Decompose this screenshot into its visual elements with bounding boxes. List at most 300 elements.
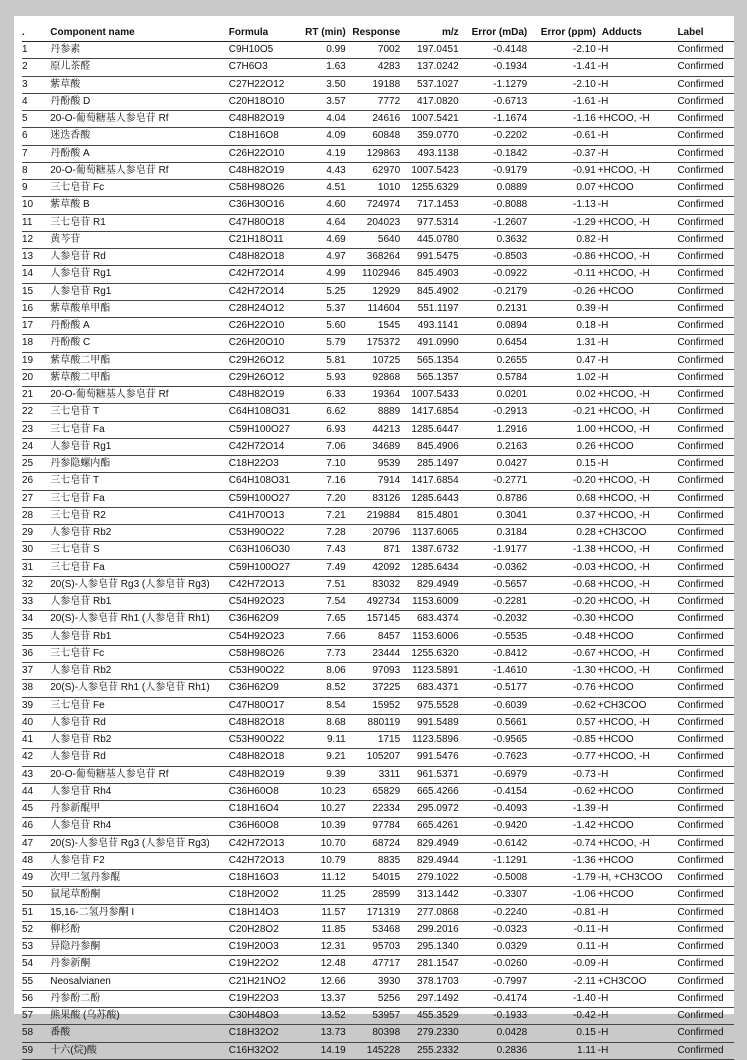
cell-label: Confirmed bbox=[677, 182, 724, 194]
cell-rt: 12.48 bbox=[320, 958, 346, 970]
cell-label: Confirmed bbox=[677, 734, 724, 746]
cell-response: 871 bbox=[383, 544, 401, 556]
cell-rt: 9.21 bbox=[326, 751, 346, 763]
cell-rt: 7.10 bbox=[326, 458, 346, 470]
cell-error-ppm: -0.73 bbox=[572, 768, 596, 780]
cell-mz: 295.0972 bbox=[416, 803, 459, 815]
table-row bbox=[22, 369, 734, 386]
cell-label: Confirmed bbox=[677, 837, 724, 849]
cell-rt: 8.52 bbox=[326, 682, 346, 694]
cell-mz: 295.1340 bbox=[416, 941, 459, 953]
cell-index: 59 bbox=[22, 1044, 34, 1056]
cell-adducts: +HCOO, -H bbox=[597, 596, 650, 608]
cell-label: Confirmed bbox=[677, 716, 724, 728]
cell-label: Confirmed bbox=[677, 1010, 724, 1022]
cell-rt: 7.65 bbox=[326, 613, 346, 625]
cell-error-ppm: -1.30 bbox=[572, 665, 596, 677]
cell-response: 83032 bbox=[372, 578, 401, 590]
cell-error-ppm: 0.07 bbox=[576, 182, 596, 194]
cell-adducts: -H bbox=[597, 941, 609, 953]
cell-rt: 10.39 bbox=[320, 820, 346, 832]
cell-name: 人参皂苷 Rh4 bbox=[50, 785, 112, 797]
cell-mz: 551.1197 bbox=[417, 302, 459, 314]
cell-error-mda: -1.1291 bbox=[493, 854, 528, 866]
cell-response: 8889 bbox=[377, 406, 401, 418]
cell-adducts: -H bbox=[597, 78, 609, 90]
cell-response: 44213 bbox=[372, 423, 401, 435]
cell-label: Confirmed bbox=[677, 113, 724, 125]
cell-adducts: -H bbox=[597, 302, 609, 314]
cell-error-mda: 0.2163 bbox=[496, 440, 528, 452]
table-row bbox=[22, 404, 734, 421]
cell-formula: C48H82O18 bbox=[228, 251, 285, 263]
cell-response: 19188 bbox=[372, 78, 401, 90]
cell-rt: 9.11 bbox=[326, 734, 346, 746]
cell-label: Confirmed bbox=[677, 440, 724, 452]
cell-index: 23 bbox=[22, 423, 34, 435]
cell-error-mda: 0.3041 bbox=[496, 509, 528, 521]
cell-label: Confirmed bbox=[677, 527, 724, 539]
cell-mz: 991.5476 bbox=[416, 751, 459, 763]
cell-error-mda: -0.4174 bbox=[493, 992, 528, 1004]
cell-response: 1715 bbox=[377, 734, 401, 746]
cell-index: 34 bbox=[22, 613, 34, 625]
cell-formula: C18H32O2 bbox=[228, 1027, 279, 1039]
cell-index: 4 bbox=[22, 95, 28, 107]
cell-error-ppm: -0.20 bbox=[572, 596, 596, 608]
cell-adducts: +HCOO, -H bbox=[597, 561, 650, 573]
cell-name: 紫草酸 bbox=[50, 78, 81, 90]
cell-error-ppm: -0.20 bbox=[572, 475, 596, 487]
cell-response: 53957 bbox=[372, 1010, 401, 1022]
col-header-rt: RT (min) bbox=[297, 23, 347, 42]
cell-response: 8457 bbox=[377, 630, 401, 642]
cell-formula: C21H18O11 bbox=[228, 233, 284, 245]
cell-response: 62970 bbox=[372, 164, 401, 176]
cell-adducts: +CH3COO bbox=[597, 527, 647, 539]
cell-error-mda: 0.3184 bbox=[496, 527, 528, 539]
cell-error-mda: -0.1933 bbox=[493, 1010, 528, 1022]
cell-response: 7002 bbox=[377, 44, 401, 56]
table-row bbox=[22, 525, 734, 542]
cell-label: Confirmed bbox=[677, 285, 724, 297]
table-row bbox=[22, 473, 734, 490]
cell-response: 37225 bbox=[372, 682, 401, 694]
cell-formula: C42H72O13 bbox=[228, 854, 285, 866]
cell-name: 20(S)-人参皂苷 Rh1 (人参皂苷 Rh1) bbox=[50, 613, 210, 625]
cell-error-mda: -0.8412 bbox=[493, 647, 528, 659]
cell-mz: 137.0242 bbox=[416, 61, 459, 73]
cell-formula: C29H26O12 bbox=[228, 354, 285, 366]
table-row bbox=[22, 456, 734, 473]
cell-mz: 197.0451 bbox=[416, 44, 459, 56]
table-row bbox=[22, 663, 734, 680]
cell-adducts: -H bbox=[597, 458, 609, 470]
table-row bbox=[22, 93, 734, 110]
cell-adducts: +HCOO bbox=[597, 613, 634, 625]
cell-label: Confirmed bbox=[677, 509, 724, 521]
cell-error-ppm: -0.91 bbox=[572, 164, 596, 176]
cell-label: Confirmed bbox=[677, 1027, 724, 1039]
cell-error-ppm: -1.29 bbox=[572, 216, 596, 228]
cell-error-ppm: -0.11 bbox=[573, 268, 596, 280]
cell-label: Confirmed bbox=[677, 665, 724, 677]
cell-name: 丹参新醌甲 bbox=[50, 803, 101, 815]
cell-rt: 14.19 bbox=[320, 1044, 346, 1056]
cell-adducts: -H bbox=[597, 130, 609, 142]
cell-formula: C29H26O12 bbox=[228, 371, 285, 383]
cell-adducts: +HCOO, -H bbox=[597, 406, 650, 418]
cell-error-mda: -0.2179 bbox=[493, 285, 528, 297]
cell-error-mda: -0.4093 bbox=[493, 803, 528, 815]
cell-name: 紫草酸单甲酯 bbox=[50, 302, 111, 314]
cell-name: 番酸 bbox=[50, 1027, 71, 1039]
cell-rt: 5.37 bbox=[326, 302, 346, 314]
cell-response: 880119 bbox=[367, 716, 401, 728]
cell-index: 27 bbox=[22, 492, 34, 504]
cell-name: 次甲二氢丹参醌 bbox=[50, 872, 121, 884]
cell-response: 54015 bbox=[372, 872, 401, 884]
col-header-error-mda: Error (mDa) bbox=[461, 23, 530, 42]
cell-error-ppm: 1.31 bbox=[576, 337, 596, 349]
cell-response: 3930 bbox=[377, 975, 401, 987]
cell-error-mda: 0.2131 bbox=[496, 302, 528, 314]
cell-name: 20-O-葡萄糖基人参皂苷 Rf bbox=[50, 389, 169, 401]
cell-response: 492734 bbox=[366, 596, 401, 608]
cell-adducts: -H bbox=[597, 371, 609, 383]
cell-label: Confirmed bbox=[677, 61, 724, 73]
cell-index: 43 bbox=[22, 768, 34, 780]
cell-index: 19 bbox=[22, 354, 34, 366]
cell-adducts: -H bbox=[597, 199, 609, 211]
table-row bbox=[22, 818, 734, 835]
cell-formula: C21H21NO2 bbox=[228, 975, 286, 987]
cell-label: Confirmed bbox=[677, 785, 724, 797]
cell-index: 53 bbox=[22, 941, 34, 953]
cell-mz: 961.5371 bbox=[416, 768, 459, 780]
cell-name: 熊果酸 (乌苏酸) bbox=[50, 1010, 120, 1022]
table-row bbox=[22, 266, 734, 283]
cell-error-mda: 0.3632 bbox=[496, 233, 528, 245]
cell-rt: 7.73 bbox=[326, 647, 346, 659]
cell-error-mda: 0.0201 bbox=[496, 389, 528, 401]
cell-name: 20-O-葡萄糖基人参皂苷 Rf bbox=[50, 164, 169, 176]
cell-response: 92868 bbox=[372, 371, 401, 383]
cell-error-mda: 0.0428 bbox=[496, 1027, 528, 1039]
cell-name: 丹参素 bbox=[50, 44, 81, 56]
cell-response: 23444 bbox=[372, 647, 401, 659]
cell-label: Confirmed bbox=[677, 647, 724, 659]
cell-rt: 7.49 bbox=[326, 561, 346, 573]
cell-rt: 7.54 bbox=[326, 596, 346, 608]
cell-error-mda: -0.2032 bbox=[493, 613, 528, 625]
cell-label: Confirmed bbox=[677, 1044, 724, 1056]
cell-mz: 717.1453 bbox=[416, 199, 459, 211]
cell-error-ppm: -0.37 bbox=[572, 147, 596, 159]
cell-index: 8 bbox=[22, 164, 28, 176]
cell-formula: C18H22O3 bbox=[228, 458, 279, 470]
cell-name: 三七皂苷 Fe bbox=[50, 699, 105, 711]
cell-formula: C9H10O5 bbox=[228, 44, 274, 56]
cell-adducts: -H bbox=[597, 768, 609, 780]
cell-rt: 4.69 bbox=[326, 233, 346, 245]
cell-label: Confirmed bbox=[677, 820, 724, 832]
cell-formula: C36H62O9 bbox=[228, 682, 279, 694]
cell-error-ppm: 0.28 bbox=[576, 527, 596, 539]
table-row bbox=[22, 749, 734, 766]
cell-error-mda: -0.4148 bbox=[493, 44, 528, 56]
cell-formula: C19H22O3 bbox=[228, 992, 279, 1004]
cell-adducts: +HCOO, -H bbox=[597, 544, 650, 556]
cell-index: 42 bbox=[22, 751, 34, 763]
cell-formula: C53H90O22 bbox=[228, 527, 285, 539]
table-row bbox=[22, 852, 734, 869]
cell-name: 人参皂苷 F2 bbox=[50, 854, 105, 866]
cell-index: 30 bbox=[22, 544, 34, 556]
cell-mz: 1417.6854 bbox=[411, 406, 459, 418]
cell-mz: 1255.6320 bbox=[411, 647, 459, 659]
cell-rt: 7.16 bbox=[326, 475, 346, 487]
cell-index: 28 bbox=[22, 509, 34, 521]
cell-rt: 0.99 bbox=[326, 44, 346, 56]
cell-adducts: +HCOO, -H bbox=[597, 751, 650, 763]
cell-error-ppm: -1.41 bbox=[572, 61, 596, 73]
cell-rt: 7.66 bbox=[326, 630, 346, 642]
cell-error-mda: 0.2655 bbox=[496, 354, 528, 366]
cell-index: 3 bbox=[22, 78, 28, 90]
cell-error-mda: -0.5535 bbox=[493, 630, 528, 642]
cell-error-mda: -0.0323 bbox=[493, 923, 528, 935]
cell-adducts: -H bbox=[597, 923, 609, 935]
cell-error-mda: -1.9177 bbox=[493, 544, 528, 556]
cell-formula: C42H72O14 bbox=[228, 440, 285, 452]
table-row bbox=[22, 835, 734, 852]
cell-response: 65829 bbox=[372, 785, 401, 797]
cell-name: 三七皂苷 Fc bbox=[50, 647, 105, 659]
cell-index: 1 bbox=[22, 44, 28, 56]
cell-name: 三七皂苷 Fa bbox=[50, 492, 105, 504]
cell-error-mda: -0.1934 bbox=[493, 61, 528, 73]
cell-rt: 4.51 bbox=[326, 182, 346, 194]
cell-label: Confirmed bbox=[677, 164, 724, 176]
cell-name: 丹参隐螺内酯 bbox=[50, 458, 111, 470]
cell-label: Confirmed bbox=[677, 578, 724, 590]
cell-error-ppm: 1.00 bbox=[576, 423, 596, 435]
cell-formula: C42H72O14 bbox=[228, 268, 285, 280]
cell-name: 三七皂苷 R1 bbox=[50, 216, 106, 228]
cell-index: 25 bbox=[22, 458, 34, 470]
cell-formula: C58H98O26 bbox=[228, 647, 285, 659]
cell-rt: 6.33 bbox=[326, 389, 346, 401]
cell-error-mda: -0.0362 bbox=[493, 561, 528, 573]
cell-error-ppm: -0.67 bbox=[572, 647, 596, 659]
cell-adducts: -H bbox=[597, 61, 609, 73]
cell-name: 20(S)-人参皂苷 Rh1 (人参皂苷 Rh1) bbox=[50, 682, 210, 694]
cell-mz: 845.4902 bbox=[416, 285, 459, 297]
cell-name: 紫草酸二甲酯 bbox=[50, 354, 111, 366]
cell-response: 19364 bbox=[372, 389, 401, 401]
cell-error-mda: -0.2202 bbox=[493, 130, 528, 142]
cell-rt: 11.12 bbox=[321, 872, 346, 884]
cell-error-mda: -0.6039 bbox=[493, 699, 528, 711]
cell-mz: 491.0990 bbox=[416, 337, 459, 349]
table-row bbox=[22, 145, 734, 162]
cell-response: 8835 bbox=[377, 854, 401, 866]
cell-error-mda: 0.5661 bbox=[496, 716, 528, 728]
cell-mz: 991.5475 bbox=[416, 251, 459, 263]
cell-formula: C54H92O23 bbox=[228, 596, 285, 608]
cell-index: 10 bbox=[22, 199, 34, 211]
cell-index: 44 bbox=[22, 785, 34, 797]
cell-rt: 11.57 bbox=[321, 906, 346, 918]
cell-name: 人参皂苷 Rg1 bbox=[50, 285, 112, 297]
cell-error-mda: -0.6713 bbox=[493, 95, 528, 107]
cell-mz: 279.1022 bbox=[416, 872, 459, 884]
cell-formula: C48H82O19 bbox=[228, 768, 285, 780]
cell-error-ppm: 1.02 bbox=[576, 371, 596, 383]
cell-label: Confirmed bbox=[677, 389, 724, 401]
cell-formula: C58H98O26 bbox=[228, 182, 285, 194]
cell-index: 41 bbox=[22, 734, 34, 746]
cell-mz: 1007.5423 bbox=[411, 164, 459, 176]
cell-mz: 1153.6009 bbox=[412, 596, 459, 608]
cell-error-ppm: -1.40 bbox=[572, 992, 596, 1004]
cell-name: 人参皂苷 Rh4 bbox=[50, 820, 112, 832]
cell-index: 48 bbox=[22, 854, 34, 866]
table-row bbox=[22, 939, 734, 956]
cell-name: 十六(烷)酸 bbox=[50, 1044, 97, 1056]
cell-formula: C26H20O10 bbox=[228, 337, 285, 349]
cell-rt: 4.97 bbox=[326, 251, 346, 263]
cell-formula: C59H100O27 bbox=[228, 423, 290, 435]
cell-error-mda: -0.9565 bbox=[493, 734, 528, 746]
cell-response: 12929 bbox=[372, 285, 401, 297]
cell-label: Confirmed bbox=[677, 992, 724, 1004]
cell-mz: 493.1141 bbox=[417, 320, 459, 332]
cell-formula: C64H108O31 bbox=[228, 406, 290, 418]
cell-label: Confirmed bbox=[677, 941, 724, 953]
cell-mz: 1285.6447 bbox=[411, 423, 459, 435]
table-row bbox=[22, 42, 734, 59]
cell-formula: C42H72O13 bbox=[228, 578, 285, 590]
cell-name: 人参皂苷 Rb2 bbox=[50, 734, 112, 746]
col-header-mz: m/z bbox=[402, 23, 460, 42]
table-row bbox=[22, 76, 734, 93]
cell-error-mda: -0.2771 bbox=[493, 475, 528, 487]
cell-label: Confirmed bbox=[677, 147, 724, 159]
cell-mz: 977.5314 bbox=[416, 216, 459, 228]
cell-index: 16 bbox=[22, 302, 34, 314]
cell-rt: 3.57 bbox=[326, 95, 346, 107]
table-row bbox=[22, 542, 734, 559]
cell-rt: 7.20 bbox=[326, 492, 346, 504]
cell-formula: C42H72O13 bbox=[228, 837, 285, 849]
cell-response: 5640 bbox=[377, 233, 401, 245]
cell-label: Confirmed bbox=[677, 889, 724, 901]
cell-response: 368264 bbox=[366, 251, 401, 263]
cell-error-ppm: -0.09 bbox=[572, 958, 596, 970]
cell-index: 12 bbox=[22, 233, 34, 245]
cell-rt: 5.81 bbox=[326, 354, 346, 366]
cell-response: 34689 bbox=[372, 440, 401, 452]
cell-error-ppm: 0.02 bbox=[576, 389, 596, 401]
table-row bbox=[22, 904, 734, 921]
cell-name: 三七皂苷 R2 bbox=[50, 509, 106, 521]
cell-response: 129863 bbox=[366, 147, 401, 159]
cell-adducts: -H bbox=[597, 958, 609, 970]
cell-index: 14 bbox=[22, 268, 34, 280]
table-row bbox=[22, 59, 734, 76]
cell-name: 人参皂苷 Rb1 bbox=[50, 596, 112, 608]
cell-response: 83126 bbox=[372, 492, 401, 504]
cell-response: 10725 bbox=[372, 354, 401, 366]
cell-rt: 4.19 bbox=[326, 147, 346, 159]
cell-adducts: +HCOO bbox=[597, 889, 634, 901]
cell-label: Confirmed bbox=[677, 406, 724, 418]
cell-formula: C7H6O3 bbox=[228, 61, 268, 73]
cell-error-mda: -0.7623 bbox=[493, 751, 528, 763]
cell-rt: 13.73 bbox=[320, 1027, 346, 1039]
cell-rt: 3.50 bbox=[326, 78, 346, 90]
cell-error-mda: -1.4610 bbox=[493, 665, 528, 677]
cell-adducts: +HCOO, -H bbox=[597, 216, 650, 228]
cell-mz: 313.1442 bbox=[416, 889, 459, 901]
cell-error-mda: -0.5008 bbox=[493, 872, 528, 884]
cell-index: 51 bbox=[22, 906, 34, 918]
cell-label: Confirmed bbox=[677, 354, 724, 366]
cell-adducts: +HCOO, -H bbox=[597, 716, 650, 728]
cell-formula: C41H70O13 bbox=[228, 509, 285, 521]
cell-adducts: +HCOO, -H bbox=[597, 509, 650, 521]
cell-formula: C26H22O10 bbox=[228, 320, 285, 332]
cell-formula: C48H82O19 bbox=[228, 113, 285, 125]
cell-mz: 255.2332 bbox=[416, 1044, 459, 1056]
cell-name: 20-O-葡萄糖基人参皂苷 Rf bbox=[50, 768, 169, 780]
cell-response: 157145 bbox=[366, 613, 401, 625]
cell-adducts: -H bbox=[597, 337, 609, 349]
cell-mz: 1285.6434 bbox=[411, 561, 459, 573]
cell-error-mda: -0.9179 bbox=[493, 164, 528, 176]
cell-error-ppm: -0.76 bbox=[572, 682, 596, 694]
cell-rt: 8.68 bbox=[326, 716, 346, 728]
cell-label: Confirmed bbox=[677, 751, 724, 763]
cell-label: Confirmed bbox=[677, 371, 724, 383]
cell-response: 68724 bbox=[372, 837, 401, 849]
cell-formula: C36H60O8 bbox=[228, 785, 279, 797]
table-row bbox=[22, 180, 734, 197]
cell-name: 丹酚酸 D bbox=[50, 95, 91, 107]
cell-error-ppm: -0.81 bbox=[572, 906, 596, 918]
cell-label: Confirmed bbox=[677, 682, 724, 694]
cell-formula: C47H80O17 bbox=[228, 699, 285, 711]
cell-response: 95703 bbox=[372, 941, 401, 953]
cell-index: 49 bbox=[22, 872, 34, 884]
cell-error-mda: -0.7997 bbox=[493, 975, 528, 987]
cell-name: 丹参新酮 bbox=[50, 958, 91, 970]
table-row bbox=[22, 214, 734, 231]
cell-index: 55 bbox=[22, 975, 34, 987]
cell-adducts: +HCOO, -H bbox=[597, 837, 650, 849]
cell-response: 1010 bbox=[377, 182, 401, 194]
cell-response: 3311 bbox=[378, 768, 401, 780]
cell-mz: 297.1492 bbox=[416, 992, 459, 1004]
cell-error-ppm: 0.11 bbox=[577, 941, 596, 953]
col-header-label: Label bbox=[677, 23, 734, 42]
cell-error-ppm: -2.11 bbox=[573, 975, 596, 987]
cell-mz: 829.4949 bbox=[416, 837, 459, 849]
cell-index: 36 bbox=[22, 647, 34, 659]
table-row bbox=[22, 335, 734, 352]
